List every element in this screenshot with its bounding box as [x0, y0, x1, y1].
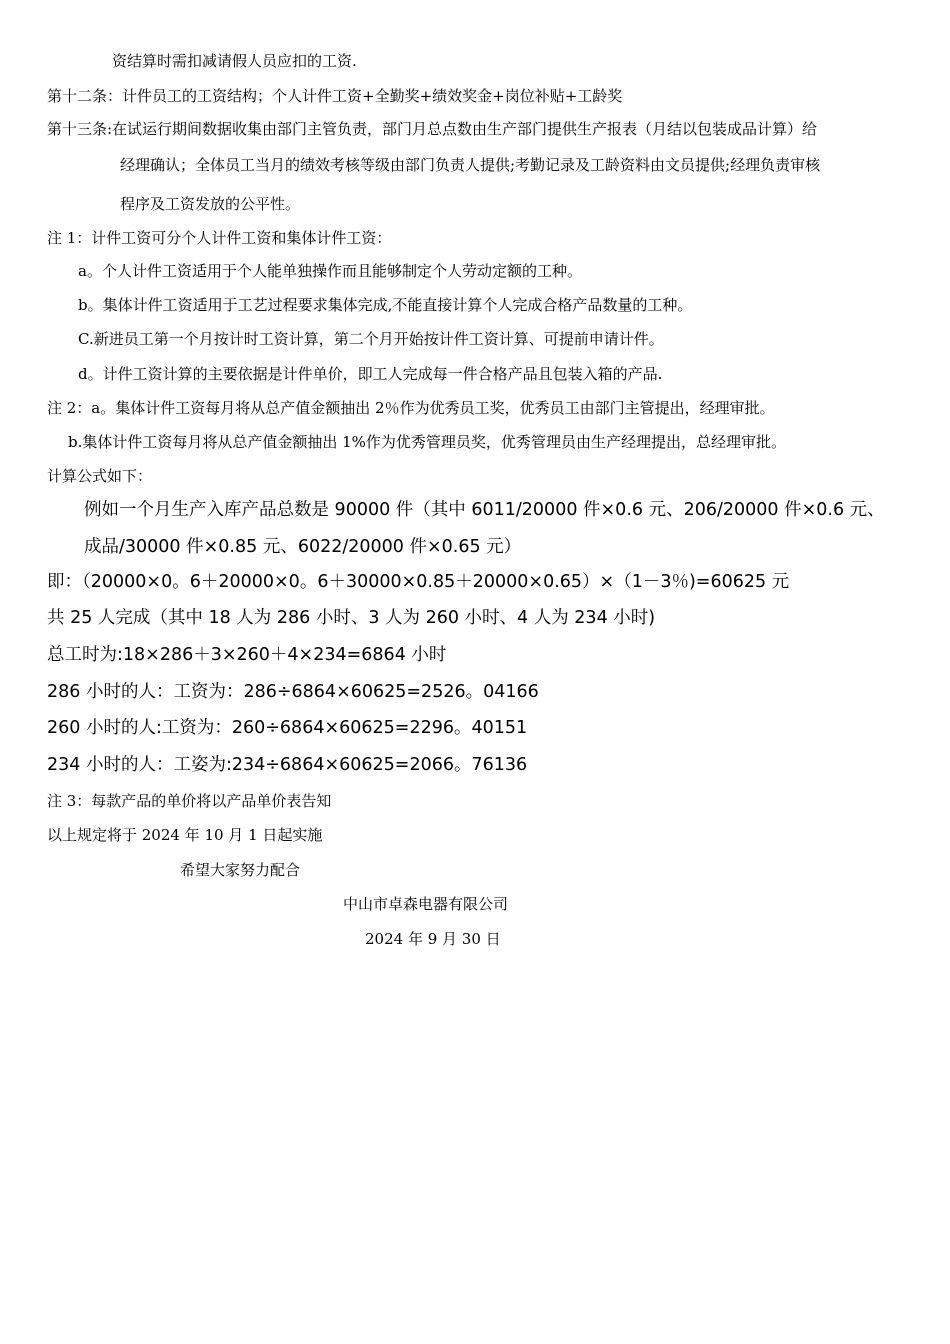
note-1: 注 1：计件工资可分个人计件工资和集体计件工资： — [47, 229, 392, 247]
formula-line: 共 25 人完成（其中 18 人为 286 小时、3 人为 260 小时、4 人为 234 小时) — [47, 608, 656, 628]
text-line: 程序及工资发放的公平性。 — [120, 195, 301, 213]
text-line: 资结算时需扣减请假人员应扣的工资. — [112, 52, 357, 70]
note-3: 注 3：每款产品的单价将以产品单价表告知 — [47, 792, 332, 810]
article-12: 第十二条：计件员工的工资结构；个人计件工资+全勤奖+绩效奖金+岗位补贴+工龄奖 — [47, 87, 623, 105]
formula-line: 总工时为:18×286＋3×260＋4×234=6864 小时 — [47, 645, 447, 665]
note-1-item-d: d。计件工资计算的主要依据是计件单价，即工人完成每一件合格产品且包装入箱的产品. — [78, 365, 663, 383]
text-line: 经理确认；全体员工当月的绩效考核等级由部门负责人提供;考勤记录及工龄资料由文员提供;经理负责审核 — [120, 156, 821, 174]
formula-line: 260 小时的人:工资为：260÷6864×60625=2296。40151 — [47, 718, 528, 738]
note-1-item-a: a。个人计件工资适用于个人能单独操作而且能够制定个人劳动定额的工种。 — [78, 262, 582, 280]
note-2-item-b: b.集体计件工资每月将从总产值金额抽出 1%作为优秀管理员奖，优秀管理员由生产经理提出，总经理审批。 — [68, 433, 786, 451]
example-line: 例如一个月生产入库产品总数是 90000 件（其中 6011/20000 件×0.6 元、206/20000 件×0.6 元、 — [84, 500, 885, 520]
formula-line: 234 小时的人：工姿为:234÷6864×60625=2066。76136 — [47, 755, 528, 775]
note-1-item-b: b。集体计件工资适用于工艺过程要求集体完成,不能直接计算个人完成合格产品数量的工种。 — [78, 296, 693, 314]
closing-line: 希望大家努力配合 — [180, 861, 301, 879]
company-name: 中山市卓森电器有限公司 — [343, 895, 509, 913]
example-line: 成品/30000 件×0.85 元、6022/20000 件×0.65 元） — [84, 537, 522, 557]
article-13: 第十三条:在试运行期间数据收集由部门主管负责，部门月总点数由生产部门提供生产报表（月结以包装成品计算）给 — [47, 120, 818, 138]
note-2: 注 2：a。集体计件工资每月将从总产值金额抽出 2％作为优秀员工奖，优秀员工由部门主管提出，经理审批。 — [47, 399, 775, 417]
effective-date-line: 以上规定将于 2024 年 10 月 1 日起实施 — [47, 826, 323, 844]
formula-heading: 计算公式如下： — [47, 467, 153, 485]
formula-line: 即：（20000×0。6＋20000×0。6＋30000×0.85＋20000×0.65）×（1－3％)=60625 元 — [47, 572, 790, 592]
signature-date: 2024 年 9 月 30 日 — [365, 930, 501, 948]
formula-line: 286 小时的人：工资为：286÷6864×60625=2526。04166 — [47, 682, 539, 702]
note-1-item-c: C.新进员工第一个月按计时工资计算，第二个月开始按计件工资计算、可提前申请计件。 — [78, 330, 664, 348]
